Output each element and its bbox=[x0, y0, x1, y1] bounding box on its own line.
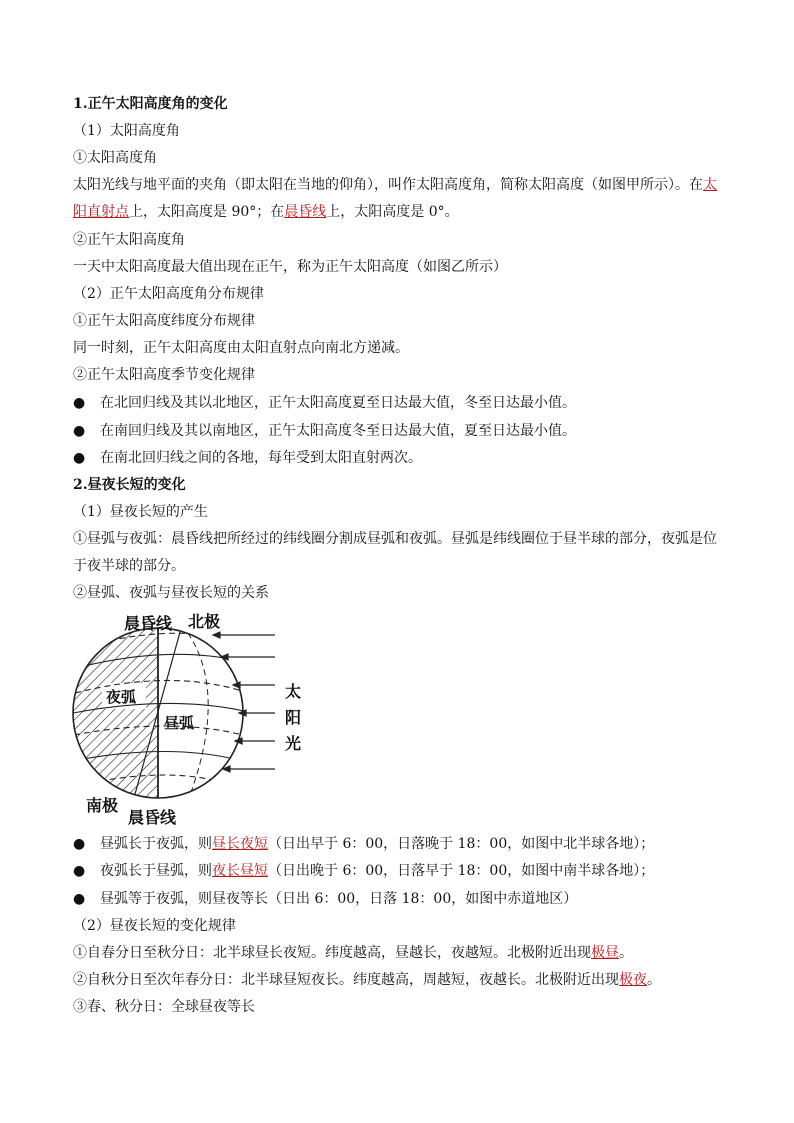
label-south-pole: 南极 bbox=[86, 796, 119, 815]
circled-item-1: ①太阳高度角 bbox=[73, 150, 157, 166]
text: 夜弧长于昼弧，则 bbox=[100, 863, 212, 879]
text: ②自秋分日至次年春分日：北半球昼短夜长。纬度越高，周越短，夜越长。北极附近出现 bbox=[73, 972, 619, 988]
sunlight-arrows bbox=[213, 632, 275, 772]
text: （日出晚于 6：00，日落早于 18：00，如图中南半球各地）； bbox=[268, 863, 655, 879]
text: 上，太阳高度是 0°。 bbox=[326, 204, 459, 220]
label-terminator-bottom: 晨昏线 bbox=[128, 808, 177, 827]
paragraph-1a bbox=[73, 175, 717, 195]
underlined-term: 晨昏线 bbox=[284, 204, 327, 220]
text: （日出早于 6：00，日落晚于 18：00，如图中北半球各地）； bbox=[268, 836, 655, 852]
underlined-term: 昼长夜短 bbox=[212, 836, 268, 852]
text: 上，太阳高度是 90°；在 bbox=[129, 204, 285, 220]
underlined-term: 极夜 bbox=[619, 972, 647, 988]
rule-1 bbox=[73, 943, 633, 963]
paragraph-2: 一天中太阳高度最大值出现在正午，称为正午太阳高度（如图乙所示） bbox=[73, 259, 507, 275]
paragraph-4b: 于夜半球的部分。 bbox=[73, 558, 185, 574]
text: 。 bbox=[619, 945, 633, 961]
bullet-text-1: 在北回归线及其以北地区，正午太阳高度夏至日达最大值，冬至日达最小值。 bbox=[100, 395, 576, 411]
rule-3: ③春、秋分日：全球昼夜等长 bbox=[73, 999, 255, 1015]
diagram-bullet-1 bbox=[100, 834, 654, 854]
label-night-arc: 夜弧 bbox=[106, 688, 137, 706]
diagram-bullet-2 bbox=[100, 861, 654, 881]
heading-1: 1.正午太阳高度角的变化 bbox=[73, 96, 228, 112]
subheading-4: （2）昼夜长短的变化规律 bbox=[73, 918, 236, 934]
circled-item-3: ①正午太阳高度纬度分布规律 bbox=[73, 313, 255, 329]
diagram-bullet-3: 昼弧等于夜弧，则昼夜等长（日出 6：00，日落 18：00，如图中赤道地区） bbox=[100, 891, 578, 907]
underlined-term: 阳直射点 bbox=[73, 204, 129, 220]
circled-item-5: ②昼弧、夜弧与昼夜长短的关系 bbox=[73, 585, 269, 601]
paragraph-4a: ①昼弧与夜弧：晨昏线把所经过的纬线圈分割成昼弧和夜弧。昼弧是纬线圈位于昼半球的部分，夜弧是位 bbox=[73, 531, 717, 547]
bullet-icon: ● bbox=[73, 891, 86, 907]
underlined-term: 夜长昼短 bbox=[212, 863, 268, 879]
bullet-icon: ● bbox=[73, 836, 86, 852]
underlined-term: 太 bbox=[703, 177, 717, 193]
day-night-arc-diagram bbox=[70, 605, 320, 830]
text: 。 bbox=[647, 972, 661, 988]
label-north-pole: 北极 bbox=[188, 612, 221, 631]
rule-2 bbox=[73, 970, 661, 990]
label-sun-2: 阳 bbox=[285, 708, 302, 727]
label-sun-1: 太 bbox=[285, 682, 302, 701]
underlined-term: 极昼 bbox=[591, 945, 619, 961]
circled-item-2: ②正午太阳高度角 bbox=[73, 232, 185, 248]
bullet-text-3: 在南北回归线之间的各地，每年受到太阳直射两次。 bbox=[100, 450, 422, 466]
text: 太阳光线与地平面的夹角（即太阳在当地的仰角），叫作太阳高度角，简称太阳高度（如图甲所示）。在 bbox=[73, 177, 703, 193]
text: 昼弧长于夜弧，则 bbox=[100, 836, 212, 852]
bullet-text-2: 在南回归线及其以南地区，正午太阳高度冬至日达最大值，夏至日达最小值。 bbox=[100, 423, 576, 439]
label-terminator-top: 晨昏线 bbox=[124, 614, 173, 633]
paragraph-1b bbox=[73, 202, 459, 222]
text: ①自春分日至秋分日：北半球昼长夜短。纬度越高，昼越长，夜越短。北极附近出现 bbox=[73, 945, 591, 961]
circled-item-4: ②正午太阳高度季节变化规律 bbox=[73, 367, 255, 383]
subheading-2: （2）正午太阳高度角分布规律 bbox=[73, 286, 264, 302]
subheading-3: （1）昼夜长短的产生 bbox=[73, 504, 208, 520]
subheading-1: （1）太阳高度角 bbox=[73, 123, 180, 139]
heading-2: 2.昼夜长短的变化 bbox=[73, 477, 186, 493]
bullet-icon: ● bbox=[73, 423, 86, 439]
label-day-arc: 昼弧 bbox=[164, 714, 195, 732]
bullet-icon: ● bbox=[73, 863, 86, 879]
bullet-icon: ● bbox=[73, 450, 86, 466]
bullet-icon: ● bbox=[73, 395, 86, 411]
label-sun-3: 光 bbox=[285, 734, 302, 753]
paragraph-3: 同一时刻，正午太阳高度由太阳直射点向南北方递减。 bbox=[73, 340, 409, 356]
